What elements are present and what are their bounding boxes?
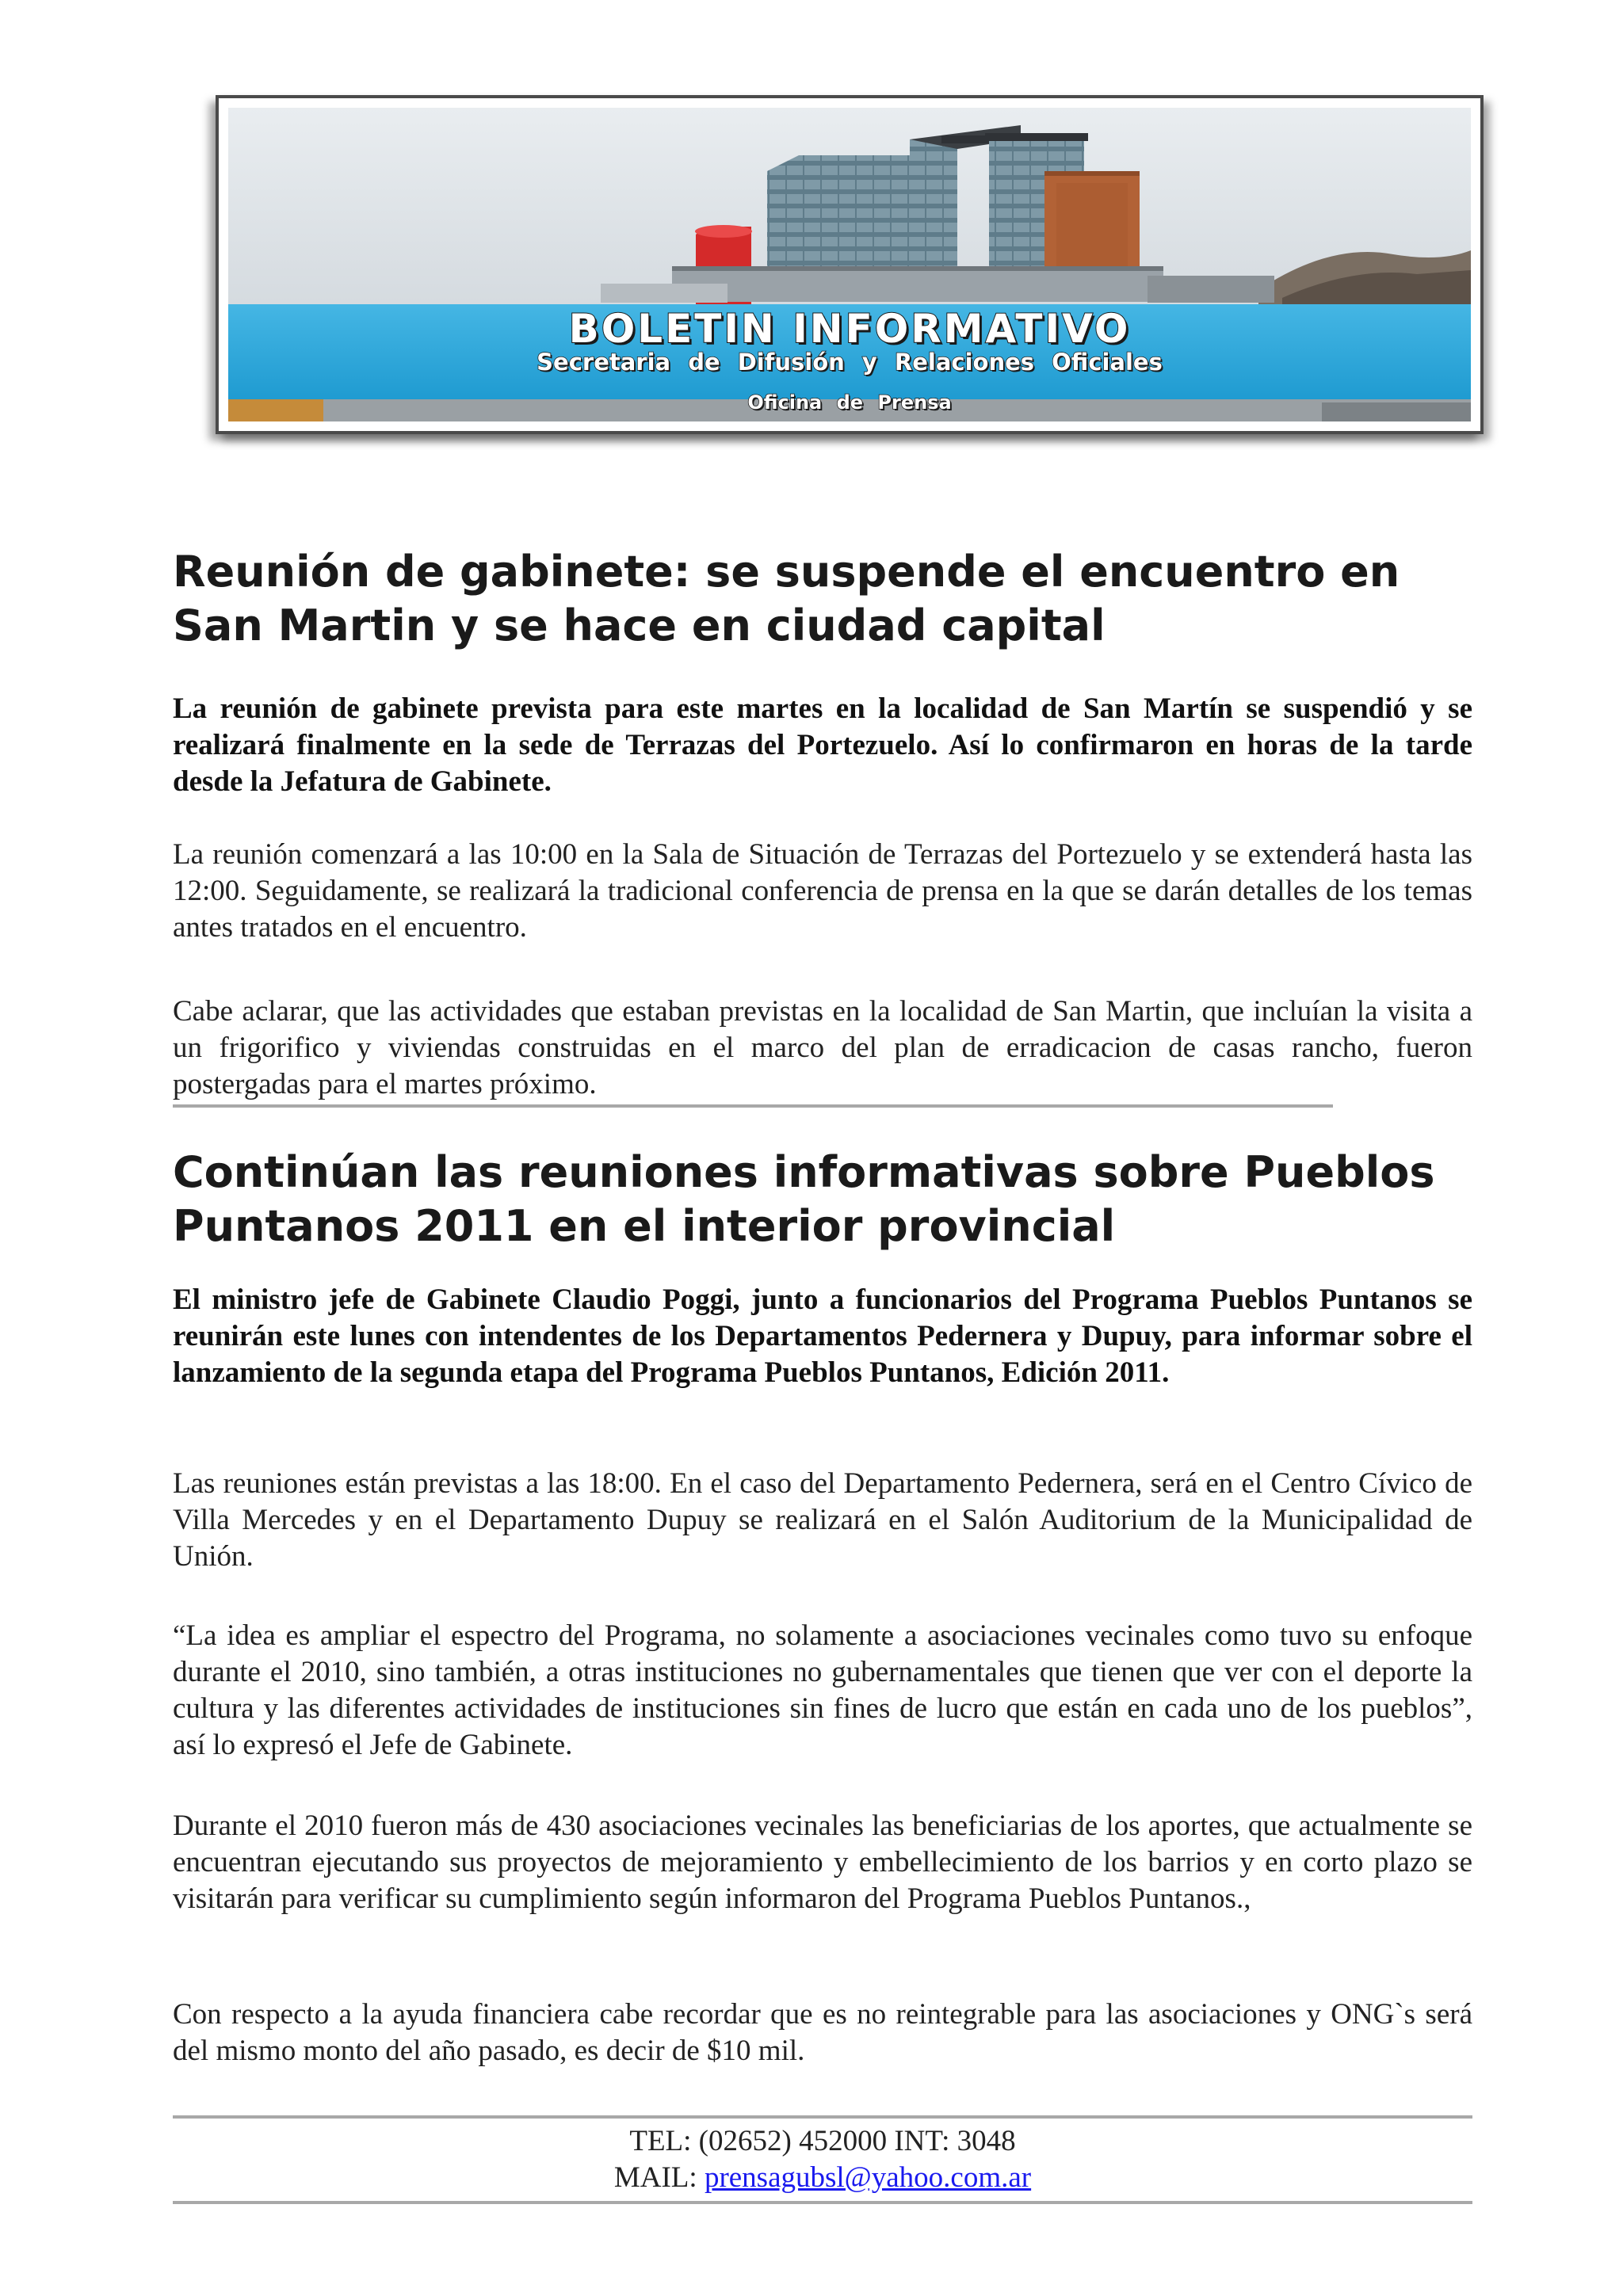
footer-mail-label: MAIL: — [613, 2161, 705, 2194]
article-2-paragraph-2: “La idea es ampliar el espectro del Programa, no solamente a asociaciones vecinales como tuvo su enfoque durante el 2010, sino también, a otras instituciones no gubernamentales que tienen que ver con el deporte la cultura y las diferentes actividades de instituciones sin fines de lucro que están en cada uno de los pueblos”, así lo expresó el Jefe de Gabinete. — [173, 1619, 1472, 1761]
article-2-headline: Continúan las reuniones informativas sobre Pueblos Puntanos 2011 en el interior provincial — [173, 1147, 1435, 1251]
banner — [216, 95, 1484, 434]
article-1-headline: Reunión de gabinete: se suspende el encuentro en San Martin y se hace en ciudad capital — [173, 547, 1400, 650]
footer — [173, 2123, 1472, 2196]
banner-office: Oficina de Prensa — [747, 391, 952, 414]
banner-title: BOLETIN INFORMATIVO — [568, 306, 1131, 352]
article-1-lead: La reunión de gabinete prevista para este martes en la localidad de San Martín se suspendió y se realizará finalmente en la sede de Terrazas del Portezuelo. Así lo confirmaron en horas de la tarde desde la Jefatura de Gabinete. — [173, 692, 1472, 798]
footer-bottom-rule — [173, 2201, 1472, 2204]
banner-subtitle: Secretaria de Difusión y Relaciones Oficiales — [537, 349, 1163, 376]
footer-top-rule — [173, 2115, 1472, 2119]
article-2-paragraph-1: Las reuniones están previstas a las 18:00. En el caso del Departamento Pedernera, será en el Centro Cívico de Villa Mercedes y en el Departamento Dupuy se realizará en el Salón Auditorium de la Municipalidad de Unión. — [173, 1467, 1472, 1573]
article-1-paragraph-1: La reunión comenzará a las 10:00 en la Sala de Situación de Terrazas del Portezuelo y se extenderá hasta las 12:00. Seguidamente, se realizará la tradicional conferencia de prensa en la que se darán detalles de los temas antes tratados en el encuentro. — [173, 838, 1472, 944]
footer-tel: TEL: (02652) 452000 INT: 3048 — [629, 2125, 1016, 2157]
article-divider — [173, 1104, 1333, 1108]
article-2-paragraph-4: Con respecto a la ayuda financiera cabe recordar que es no reintegrable para las asociaciones y ONG`s será del mismo monto del año pasado, es decir de $10 mil. — [173, 1998, 1472, 2067]
email-link[interactable]: prensagubsl@yahoo.com.ar — [704, 2161, 1032, 2194]
article-1-paragraph-2: Cabe aclarar, que las actividades que estaban previstas en la localidad de San Martin, que incluían la visita a un frigorifico y viviendas construidas en el marco del plan de erradicacion de casas rancho, fueron postergadas para el martes próximo. — [173, 995, 1472, 1100]
article-2-paragraph-3: Durante el 2010 fueron más de 430 asociaciones vecinales las beneficiarias de los aportes, que actualmente se encuentran ejecutando sus proyectos de mejoramiento y embellecimiento de los barrios y en corto plazo se visitarán para verificar su cumplimiento según informaron del Programa Pueblos Puntanos., — [173, 1810, 1472, 1915]
footer-mail — [173, 2160, 1472, 2196]
article-2-lead: El ministro jefe de Gabinete Claudio Poggi, junto a funcionarios del Programa Pueblos Puntanos se reunirán este lunes con intendentes de los Departamentos Pedernera y Dupuy, para informar sobre el lanzamiento de la segunda etapa del Programa Pueblos Puntanos, Edición 2011. — [173, 1283, 1472, 1389]
